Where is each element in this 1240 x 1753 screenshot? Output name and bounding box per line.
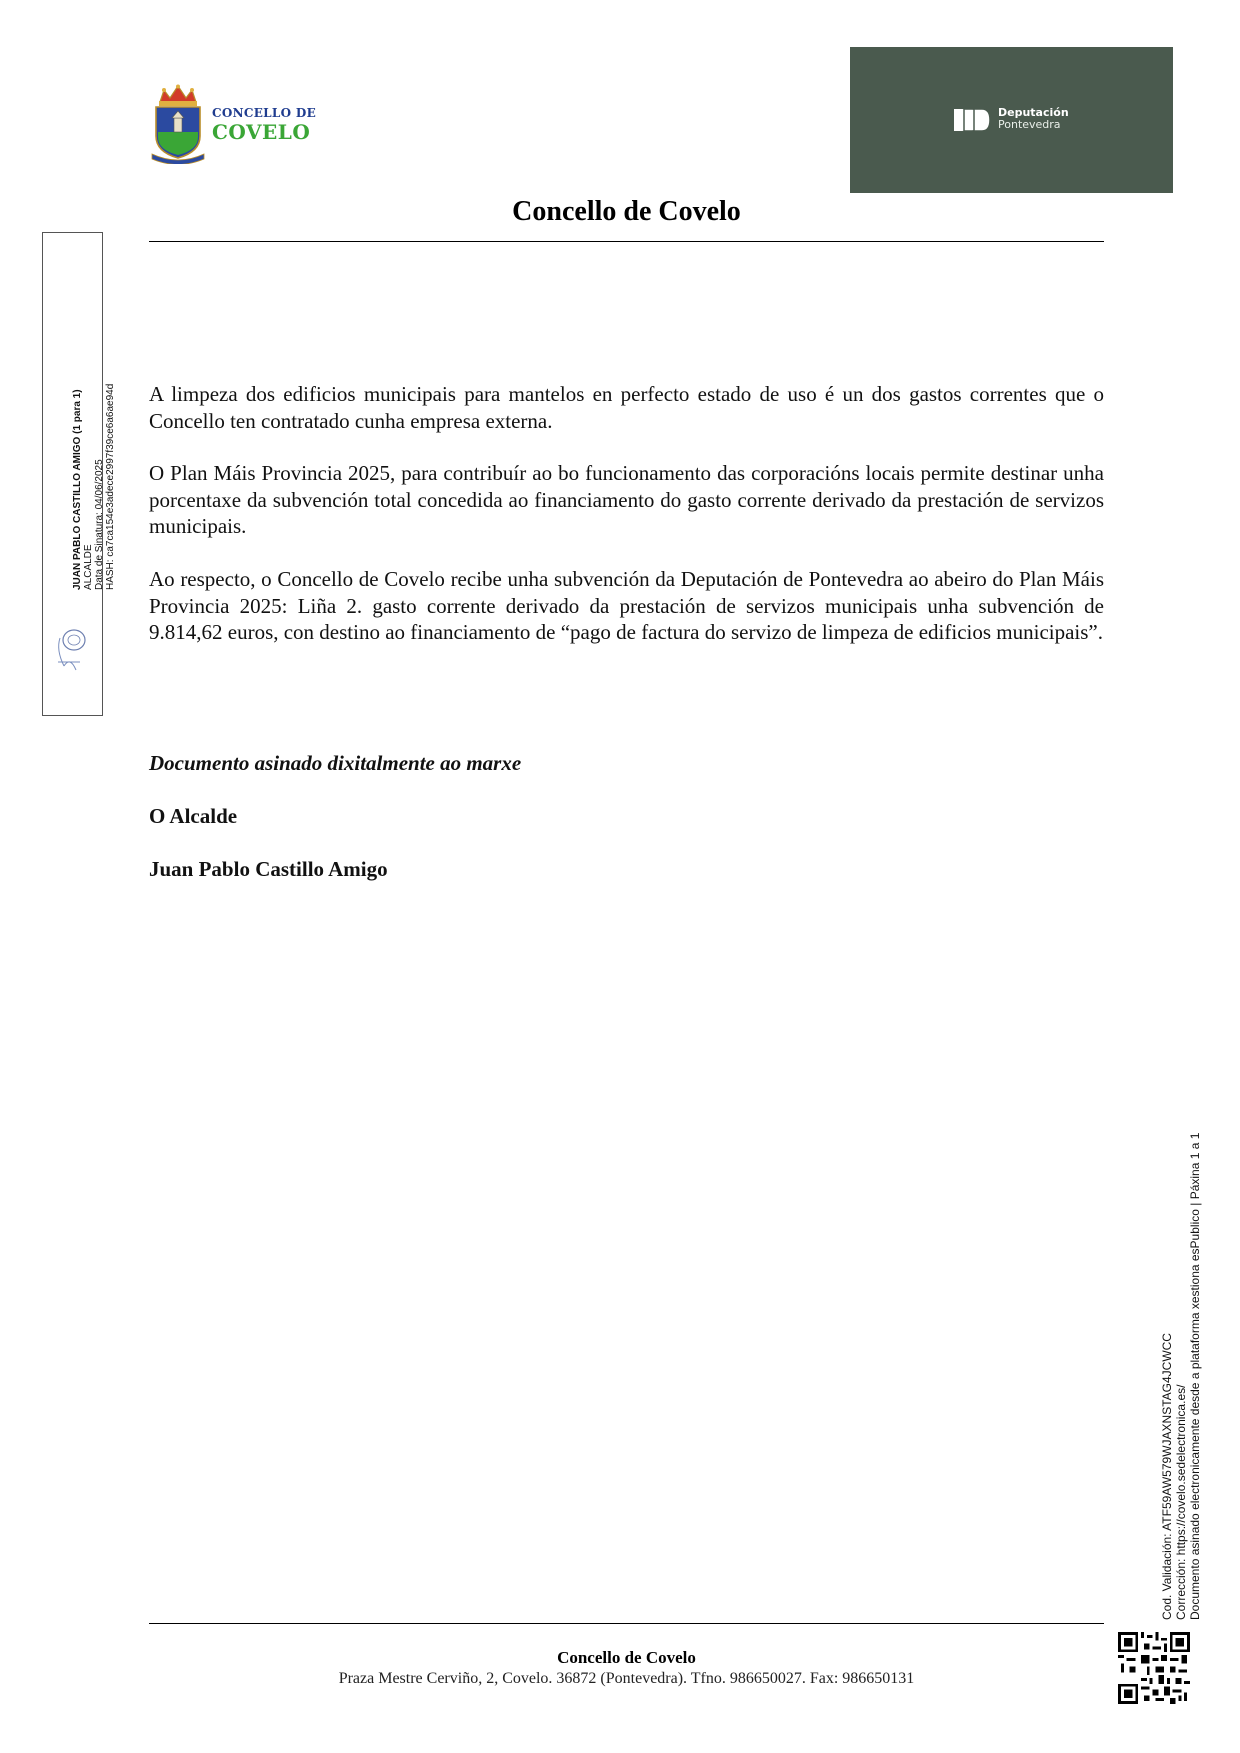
deputacion-pontevedra-logo <box>850 47 1173 193</box>
municipal-crest-icon <box>148 84 208 164</box>
digital-signature-note: Documento asinado dixitalmente ao marxe <box>149 751 522 775</box>
signer-line: JUAN PABLO CASTILLO AMIGO (1 para 1) <box>72 389 83 590</box>
logo-text-covelo: COVELO <box>212 120 311 144</box>
footer-organization: Concello de Covelo <box>557 1648 696 1667</box>
body-paragraph: Ao respecto, o Concello de Covelo recibe unha subvención da Deputación de Pontevedra ao abeiro do Plan Máis Provincia 2025: Liña 2. gasto corrente derivado da prestación de servizos municipais unha subvención de 9.814,62 euros, con destino ao financiamento de “pago de factura do servizo de limpeza de edificios municipais”. <box>149 567 1104 644</box>
page-title: Concello de Covelo <box>512 196 741 227</box>
logo-text-concello: CONCELLO DE <box>212 106 317 120</box>
signer-role: O Alcalde <box>149 804 238 828</box>
validation-url: Corrección: https://covelo.sedelectronica.es/ <box>1174 1384 1188 1620</box>
logo-text-pontevedra: Pontevedra <box>998 118 1061 131</box>
deputacion-mark-icon <box>952 105 992 135</box>
validation-code: Cod. Validación: ATF59AW579WJAXNSTAG4JCWCC <box>1160 1333 1174 1620</box>
signature-date-line: Data de Sinatura: 04/06/2025 <box>94 459 105 590</box>
logo-text-deputacion: Deputación <box>998 106 1069 119</box>
validation-platform-note: Documento asinado electronicamente desde a plataforma xestiona esPublico | Páxina 1 a 1 <box>1188 1132 1202 1620</box>
body-paragraph: A limpeza dos edificios municipais para mantelos en perfecto estado de uso é un dos gastos correntes que o Concello ten contratado cunha empresa externa. <box>149 382 1104 433</box>
signer-role-line: ALCALDE <box>83 544 94 590</box>
qr-code-icon <box>1118 1632 1190 1704</box>
footer-address: Praza Mestre Cerviño, 2, Covelo. 36872 (Pontevedra). Tfno. 986650027. Fax: 986650131 <box>338 1670 915 1687</box>
footer-divider <box>149 1623 1104 1624</box>
signer-name: Juan Pablo Castillo Amigo <box>149 857 388 881</box>
body-paragraph: O Plan Máis Provincia 2025, para contribuír ao bo funcionamento das corporacións locais permite destinar unha porcentaxe da subvención total concedida ao financiamento do gasto corrente derivado da prestación de servizos municipais. <box>149 461 1104 538</box>
concello-covelo-logo <box>148 84 318 164</box>
signature-stamp-icon <box>52 626 92 676</box>
title-divider <box>149 241 1104 242</box>
signature-hash-line: HASH: ca7ca154e3adece2997f39ce6a6ae94d <box>105 383 116 590</box>
